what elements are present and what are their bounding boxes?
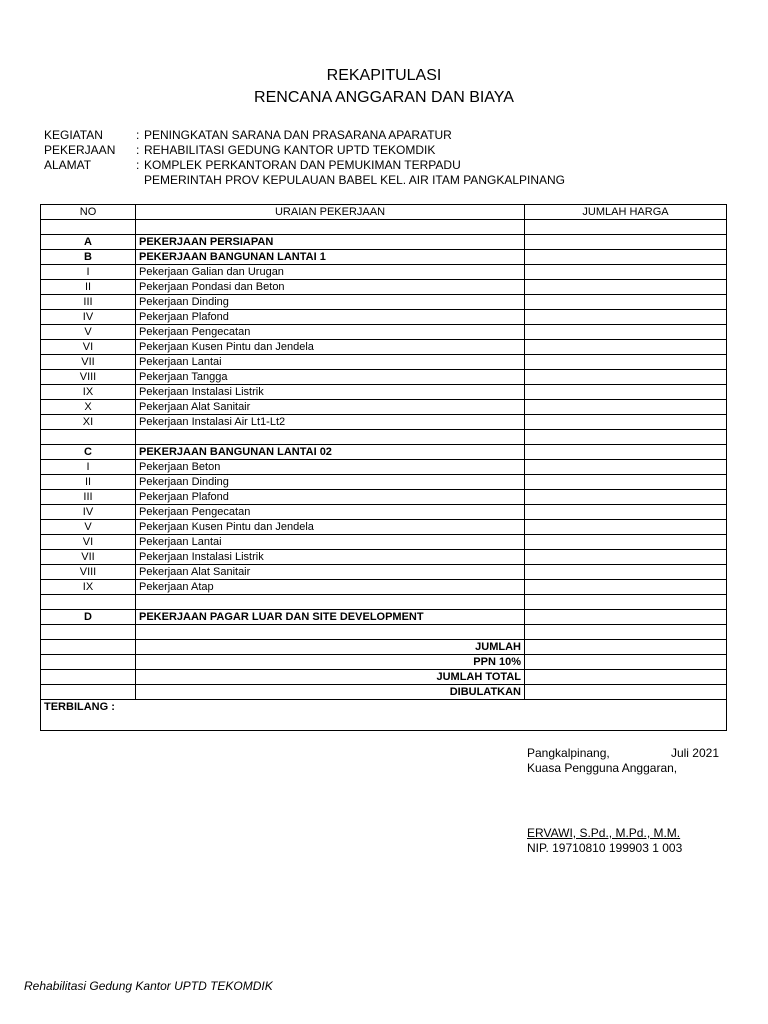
table-row (41, 250, 727, 265)
table-row (41, 355, 727, 370)
row-uraian: Pekerjaan Dinding (136, 295, 525, 310)
row-uraian: PEKERJAAN PAGAR LUAR DAN SITE DEVELOPMENT (136, 610, 525, 625)
table-row (41, 325, 727, 340)
row-no: V (41, 325, 136, 340)
row-jumlah (525, 670, 727, 685)
row-uraian: Pekerjaan Lantai (136, 535, 525, 550)
table-row (41, 625, 727, 640)
row-uraian: Pekerjaan Tangga (136, 370, 525, 385)
row-jumlah (525, 460, 727, 475)
row-uraian: Pekerjaan Instalasi Listrik (136, 385, 525, 400)
row-jumlah (525, 640, 727, 655)
table-row (41, 415, 727, 430)
row-no: D (41, 610, 136, 625)
table-row (41, 280, 727, 295)
sign-role: Kuasa Pengguna Anggaran, (527, 761, 678, 775)
sign-date: Juli 2021 (670, 746, 719, 760)
row-jumlah (525, 550, 727, 565)
page-footer: Rehabilitasi Gedung Kantor UPTD TEKOMDIK (24, 979, 273, 993)
doc-subtitle: RENCANA ANGGARAN DAN BIAYA (254, 89, 514, 106)
row-no: IX (41, 385, 136, 400)
table-header (41, 205, 727, 220)
row-jumlah (525, 565, 727, 580)
row-uraian: Pekerjaan Instalasi Air Lt1-Lt2 (136, 415, 525, 430)
row-jumlah (525, 310, 727, 325)
info-value: REHABILITASI GEDUNG KANTOR UPTD TEKOMDIK (144, 143, 436, 157)
row-jumlah (525, 685, 727, 700)
total-label: JUMLAH (136, 640, 525, 655)
info-value: KOMPLEK PERKANTORAN DAN PEMUKIMAN TERPADU (144, 158, 461, 172)
header-uraian: URAIAN PEKERJAAN (136, 205, 525, 220)
total-label: PPN 10% (136, 655, 525, 670)
doc-title: REKAPITULASI (326, 67, 442, 84)
row-jumlah (525, 400, 727, 415)
row-jumlah (525, 295, 727, 310)
row-jumlah (525, 220, 727, 235)
rab-table (40, 204, 727, 731)
row-uraian: Pekerjaan Plafond (136, 310, 525, 325)
header-no: NO (41, 205, 136, 220)
row-uraian: Pekerjaan Kusen Pintu dan Jendela (136, 520, 525, 535)
row-uraian: PEKERJAAN PERSIAPAN (136, 235, 525, 250)
table-row (41, 670, 727, 685)
row-no: VIII (41, 565, 136, 580)
sign-name: ERVAWI, S.Pd., M.Pd., M.M. (527, 826, 681, 840)
info-separator: : (136, 158, 140, 172)
table-row (41, 265, 727, 280)
row-no: II (41, 280, 136, 295)
row-no: VII (41, 355, 136, 370)
table-row (41, 610, 727, 625)
row-uraian: Pekerjaan Instalasi Listrik (136, 550, 525, 565)
row-jumlah (525, 610, 727, 625)
row-no: IX (41, 580, 136, 595)
table-row (41, 550, 727, 565)
row-no: A (41, 235, 136, 250)
table-row (41, 235, 727, 250)
info-block (44, 128, 565, 188)
row-jumlah (525, 250, 727, 265)
info-value: PEMERINTAH PROV KEPULAUAN BABEL KEL. AIR ITAM PANGKALPINANG (144, 173, 566, 187)
terbilang-row (41, 700, 727, 731)
info-label: ALAMAT (44, 158, 92, 172)
table-row (41, 340, 727, 355)
row-uraian: Pekerjaan Pengecatan (136, 505, 525, 520)
table-row (41, 640, 727, 655)
info-alamat (44, 158, 565, 173)
info-kegiatan (44, 128, 565, 143)
table-row (41, 490, 727, 505)
row-no: VI (41, 340, 136, 355)
row-uraian (136, 625, 525, 640)
row-uraian: Pekerjaan Alat Sanitair (136, 400, 525, 415)
row-jumlah (525, 535, 727, 550)
table-row (41, 475, 727, 490)
row-uraian: Pekerjaan Beton (136, 460, 525, 475)
row-no (41, 430, 136, 445)
row-no (41, 640, 136, 655)
row-jumlah (525, 490, 727, 505)
row-no (41, 625, 136, 640)
row-no: VI (41, 535, 136, 550)
table-body (41, 220, 727, 731)
table-row (41, 220, 727, 235)
row-no: IV (41, 505, 136, 520)
row-no: I (41, 265, 136, 280)
table-row (41, 385, 727, 400)
row-uraian: Pekerjaan Galian dan Urugan (136, 265, 525, 280)
table-row (41, 370, 727, 385)
table-row (41, 310, 727, 325)
table-row (41, 595, 727, 610)
info-separator: : (136, 128, 140, 142)
signature-block (527, 746, 719, 856)
row-no: VII (41, 550, 136, 565)
total-label: JUMLAH TOTAL (136, 670, 525, 685)
row-jumlah (525, 265, 727, 280)
row-jumlah (525, 235, 727, 250)
row-jumlah (525, 520, 727, 535)
row-no: IV (41, 310, 136, 325)
info-value: PENINGKATAN SARANA DAN PRASARANA APARATUR (144, 128, 452, 142)
row-jumlah (525, 625, 727, 640)
table-row (41, 535, 727, 550)
row-no (41, 220, 136, 235)
table-row (41, 460, 727, 475)
info-separator: : (136, 143, 140, 157)
row-jumlah (525, 355, 727, 370)
row-jumlah (525, 370, 727, 385)
row-uraian: Pekerjaan Alat Sanitair (136, 565, 525, 580)
row-uraian: Pekerjaan Plafond (136, 490, 525, 505)
row-no: B (41, 250, 136, 265)
row-jumlah (525, 430, 727, 445)
row-uraian (136, 595, 525, 610)
row-jumlah (525, 385, 727, 400)
row-no: V (41, 520, 136, 535)
row-no: II (41, 475, 136, 490)
table-row (41, 445, 727, 460)
table-row (41, 655, 727, 670)
row-jumlah (525, 655, 727, 670)
row-jumlah (525, 595, 727, 610)
row-no (41, 595, 136, 610)
row-uraian: Pekerjaan Dinding (136, 475, 525, 490)
row-no (41, 670, 136, 685)
row-no: III (41, 490, 136, 505)
row-uraian: PEKERJAAN BANGUNAN LANTAI 1 (136, 250, 525, 265)
table-row (41, 505, 727, 520)
row-no: III (41, 295, 136, 310)
total-label: DIBULATKAN (136, 685, 525, 700)
row-uraian: Pekerjaan Pondasi dan Beton (136, 280, 525, 295)
row-no: VIII (41, 370, 136, 385)
row-no: XI (41, 415, 136, 430)
table-row (41, 520, 727, 535)
row-jumlah (525, 325, 727, 340)
row-no (41, 655, 136, 670)
table-row (41, 580, 727, 595)
row-uraian: Pekerjaan Kusen Pintu dan Jendela (136, 340, 525, 355)
sign-place: Pangkalpinang, (527, 746, 610, 760)
info-alamat-cont (44, 173, 565, 188)
info-label: KEGIATAN (44, 128, 103, 142)
table-row (41, 565, 727, 580)
row-no: I (41, 460, 136, 475)
row-uraian (136, 430, 525, 445)
row-uraian (136, 220, 525, 235)
table-row (41, 685, 727, 700)
row-uraian: Pekerjaan Pengecatan (136, 325, 525, 340)
row-jumlah (525, 415, 727, 430)
row-no: X (41, 400, 136, 415)
row-uraian: PEKERJAAN BANGUNAN LANTAI 02 (136, 445, 525, 460)
sign-nip: NIP. 19710810 199903 1 003 (527, 841, 683, 855)
row-jumlah (525, 280, 727, 295)
row-jumlah (525, 475, 727, 490)
header-jumlah: JUMLAH HARGA (525, 205, 727, 220)
row-jumlah (525, 445, 727, 460)
info-label: PEKERJAAN (44, 143, 116, 157)
row-no (41, 685, 136, 700)
row-jumlah (525, 340, 727, 355)
info-pekerjaan (44, 143, 565, 158)
terbilang-label: TERBILANG : (41, 700, 727, 731)
row-uraian: Pekerjaan Atap (136, 580, 525, 595)
table-row (41, 400, 727, 415)
table-row (41, 295, 727, 310)
row-jumlah (525, 580, 727, 595)
row-uraian: Pekerjaan Lantai (136, 355, 525, 370)
row-no: C (41, 445, 136, 460)
row-jumlah (525, 505, 727, 520)
table-row (41, 430, 727, 445)
